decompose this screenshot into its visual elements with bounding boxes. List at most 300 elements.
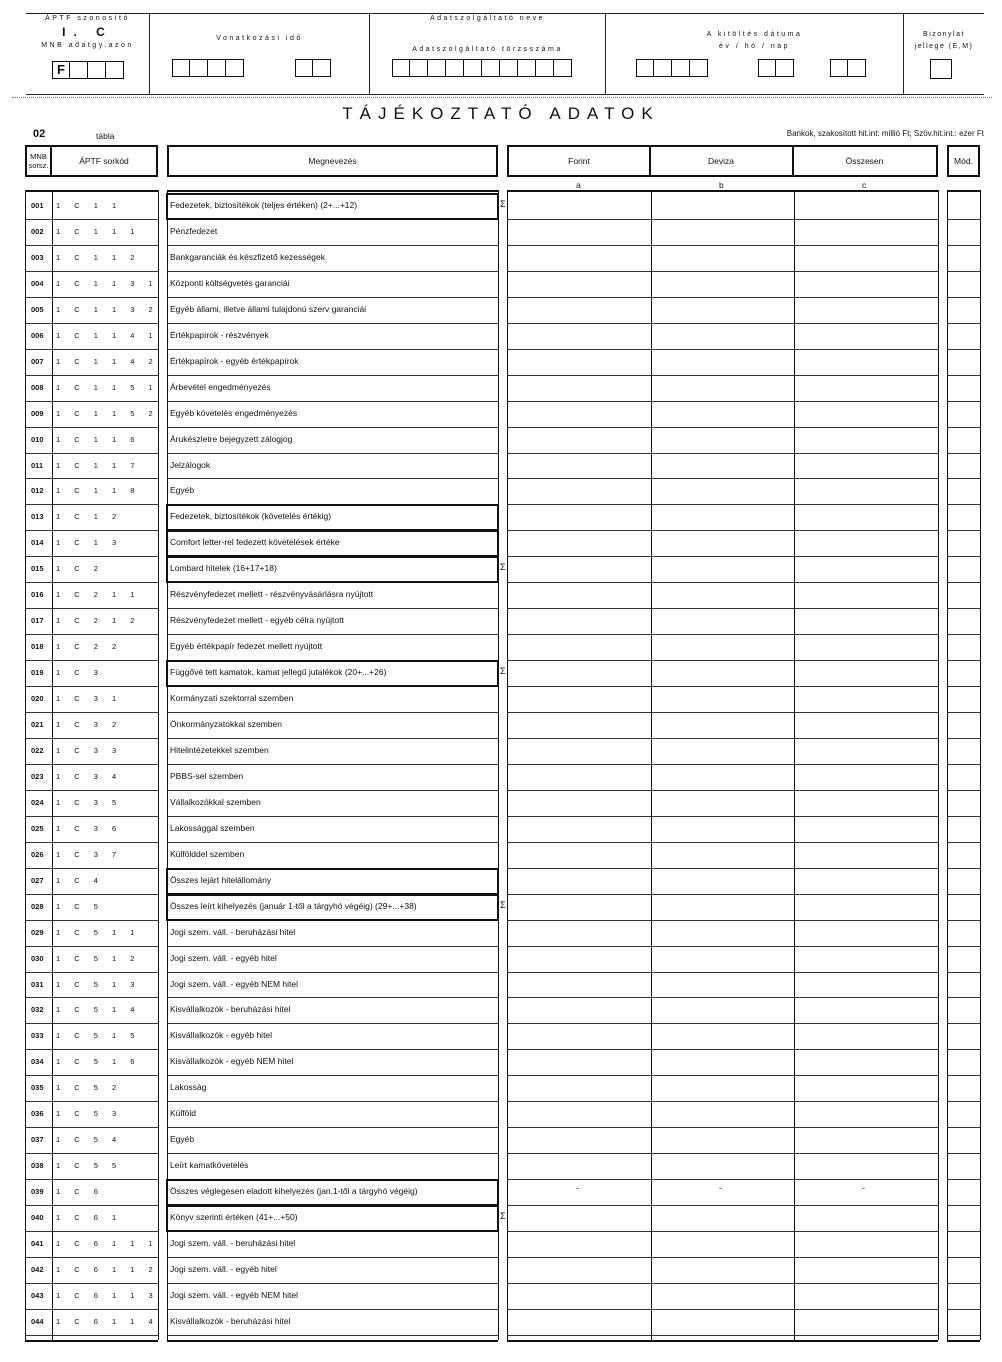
table-row-line bbox=[25, 1309, 158, 1310]
row-number: 040 bbox=[31, 1213, 44, 1223]
row-code: 1 C 2 1 1 bbox=[56, 590, 141, 600]
mod-cell[interactable] bbox=[948, 687, 979, 711]
mod-cell[interactable] bbox=[948, 272, 979, 296]
forint-cell[interactable] bbox=[508, 1154, 650, 1178]
mod-cell[interactable] bbox=[948, 1258, 979, 1282]
forint-cell[interactable] bbox=[508, 1050, 650, 1074]
row-label: Központi költségvetés garanciái bbox=[170, 277, 290, 288]
forint-cell[interactable] bbox=[508, 402, 650, 426]
mod-cell[interactable] bbox=[948, 1284, 979, 1308]
row-number: 003 bbox=[31, 252, 44, 262]
table-top-border bbox=[507, 190, 938, 192]
row-code: 1 C 6 1 1 2 bbox=[56, 1264, 159, 1274]
row-label: Fedezetek, biztosítékok (teljes értéken) (2+...+12) bbox=[170, 200, 358, 210]
provider-name-label: Adatszolgáltató neve bbox=[430, 15, 545, 22]
osszesen-cell[interactable] bbox=[795, 324, 937, 348]
table-row-line bbox=[25, 816, 158, 817]
deviza-cell[interactable] bbox=[652, 1102, 793, 1126]
table-vline-osszesen-right bbox=[938, 190, 939, 1340]
mod-cell[interactable] bbox=[948, 947, 979, 971]
row-number: 035 bbox=[31, 1083, 44, 1093]
table-row-line bbox=[25, 894, 158, 895]
forint-cell[interactable] bbox=[508, 843, 650, 867]
osszesen-cell[interactable] bbox=[795, 895, 937, 919]
table-vline-mod-right bbox=[980, 190, 981, 1340]
deviza-cell[interactable] bbox=[652, 531, 793, 555]
deviza-cell[interactable] bbox=[652, 1180, 793, 1204]
osszesen-cell[interactable] bbox=[795, 1310, 937, 1334]
osszesen-cell[interactable] bbox=[795, 609, 937, 633]
deviza-cell[interactable] bbox=[652, 1154, 793, 1178]
deviza-cell[interactable] bbox=[652, 505, 793, 529]
deviza-cell[interactable] bbox=[652, 194, 793, 218]
mod-cell[interactable] bbox=[948, 817, 979, 841]
mod-cell[interactable] bbox=[948, 895, 979, 919]
row-label: Kisvállalkozók - egyéb hitel bbox=[170, 1030, 273, 1041]
row-code: 1 C 2 bbox=[56, 564, 104, 574]
row-label: Részvényfedezet mellett - részvényvásárlásra nyújtott bbox=[170, 589, 374, 600]
table-row-line bbox=[167, 634, 498, 635]
mod-cell[interactable] bbox=[948, 921, 979, 945]
row-label: Kisvállalkozók - beruházási hitel bbox=[170, 1315, 291, 1326]
row-number: 008 bbox=[31, 382, 44, 392]
osszesen-cell[interactable] bbox=[795, 350, 937, 374]
forint-cell[interactable] bbox=[508, 1232, 650, 1256]
row-number: 043 bbox=[31, 1290, 44, 1300]
osszesen-cell[interactable] bbox=[795, 1154, 937, 1178]
deviza-cell[interactable] bbox=[652, 869, 793, 893]
osszesen-cell[interactable] bbox=[795, 713, 937, 737]
osszesen-cell[interactable] bbox=[795, 428, 937, 452]
forint-cell[interactable] bbox=[508, 1258, 650, 1282]
row-sigma: Σ bbox=[500, 199, 506, 209]
forint-cell[interactable] bbox=[508, 505, 650, 529]
row-label: Hitelintézetekkel szemben bbox=[170, 744, 269, 755]
table-row-line bbox=[25, 842, 158, 843]
deviza-cell[interactable] bbox=[652, 298, 793, 322]
table-row-line bbox=[167, 1283, 498, 1284]
osszesen-cell[interactable] bbox=[795, 869, 937, 893]
osszesen-cell[interactable] bbox=[795, 557, 937, 581]
deviza-cell[interactable] bbox=[652, 454, 793, 478]
osszesen-cell[interactable] bbox=[795, 791, 937, 815]
forint-cell[interactable] bbox=[508, 454, 650, 478]
row-label: Összes lejárt hitelállomány bbox=[170, 874, 272, 885]
row-label: Önkormányzatokkal szemben bbox=[170, 719, 282, 729]
deviza-cell[interactable] bbox=[652, 661, 793, 685]
mod-cell[interactable] bbox=[948, 843, 979, 867]
table-row-line bbox=[167, 946, 498, 947]
row-code: 1 C 3 6 bbox=[56, 823, 123, 833]
mod-cell[interactable] bbox=[948, 1310, 979, 1334]
table-row-line bbox=[25, 271, 158, 272]
osszesen-cell[interactable] bbox=[795, 479, 937, 503]
mod-cell[interactable] bbox=[948, 973, 979, 997]
mod-cell[interactable] bbox=[948, 1128, 979, 1152]
osszesen-cell[interactable] bbox=[795, 973, 937, 997]
forint-cell[interactable] bbox=[508, 1310, 650, 1334]
mod-cell[interactable] bbox=[948, 324, 979, 348]
osszesen-cell[interactable] bbox=[795, 272, 937, 296]
deviza-cell[interactable] bbox=[652, 765, 793, 789]
row-number: 038 bbox=[31, 1161, 44, 1171]
forint-cell[interactable] bbox=[508, 739, 650, 763]
forint-cell[interactable] bbox=[508, 428, 650, 452]
deviza-cell[interactable] bbox=[652, 921, 793, 945]
osszesen-cell[interactable] bbox=[795, 1024, 937, 1048]
forint-cell[interactable] bbox=[508, 194, 650, 218]
row-number: 028 bbox=[31, 901, 44, 911]
row-label: Bankgaranciák és készfizető kezességek bbox=[170, 251, 325, 262]
table-row-line bbox=[25, 401, 158, 402]
table-row-line bbox=[167, 1023, 498, 1024]
mod-cell[interactable] bbox=[948, 454, 979, 478]
row-label: Jogi szem. váll. - egyéb hitel bbox=[170, 952, 277, 963]
deviza-cell[interactable] bbox=[652, 1310, 793, 1334]
row-code: 1 C 1 3 bbox=[56, 538, 123, 548]
forint-cell[interactable] bbox=[508, 998, 650, 1022]
deviza-cell[interactable] bbox=[652, 246, 793, 270]
osszesen-cell[interactable] bbox=[795, 1050, 937, 1074]
row-number: 017 bbox=[31, 616, 44, 626]
table-row-line bbox=[167, 245, 498, 246]
osszesen-cell[interactable] bbox=[795, 298, 937, 322]
deviza-cell[interactable] bbox=[652, 1232, 793, 1256]
forint-cell[interactable] bbox=[508, 1180, 650, 1204]
row-code: 1 C 3 bbox=[56, 668, 104, 678]
deviza-cell[interactable] bbox=[652, 791, 793, 815]
mod-cell[interactable] bbox=[948, 713, 979, 737]
mod-cell[interactable] bbox=[948, 661, 979, 685]
table-row-line bbox=[167, 997, 498, 998]
osszesen-cell[interactable] bbox=[795, 921, 937, 945]
row-label: Egyéb értékpapír fedezet mellett nyújtott bbox=[170, 641, 323, 652]
table-row-line bbox=[25, 868, 158, 869]
osszesen-cell[interactable] bbox=[795, 1102, 937, 1126]
osszesen-cell[interactable] bbox=[795, 1258, 937, 1282]
row-label: Comfort letter-rel fedezett követelések értéke bbox=[170, 537, 340, 548]
table-row-line bbox=[25, 634, 158, 635]
mod-cell[interactable] bbox=[948, 376, 979, 400]
deviza-cell[interactable] bbox=[652, 817, 793, 841]
deviza-cell[interactable] bbox=[652, 402, 793, 426]
forint-cell[interactable] bbox=[508, 246, 650, 270]
row-label: Lombard hitelek (16+17+18) bbox=[170, 563, 277, 574]
table-row-line bbox=[25, 1127, 158, 1128]
table-row-line bbox=[167, 1101, 498, 1102]
osszesen-cell[interactable] bbox=[795, 661, 937, 685]
deviza-cell[interactable] bbox=[652, 479, 793, 503]
col-head-name: Megnevezés bbox=[167, 145, 498, 177]
fill-date-label: A kitöltés dátuma bbox=[706, 31, 803, 38]
row-code: 1 C 1 1 2 bbox=[56, 252, 141, 262]
row-number: 004 bbox=[31, 278, 44, 288]
forint-cell[interactable] bbox=[508, 921, 650, 945]
forint-cell[interactable] bbox=[508, 531, 650, 555]
deviza-cell[interactable] bbox=[652, 609, 793, 633]
deviza-cell[interactable] bbox=[652, 324, 793, 348]
col-letter-c: c bbox=[862, 180, 867, 190]
mod-cell[interactable] bbox=[948, 739, 979, 763]
deviza-cell[interactable] bbox=[652, 557, 793, 581]
table-bottom-border bbox=[25, 1340, 158, 1342]
table-row-line bbox=[167, 1127, 498, 1128]
mod-cell[interactable] bbox=[948, 998, 979, 1022]
deviza-cell[interactable] bbox=[652, 947, 793, 971]
deviza-cell[interactable] bbox=[652, 1284, 793, 1308]
forint-cell[interactable] bbox=[508, 895, 650, 919]
deviza-cell[interactable] bbox=[652, 713, 793, 737]
row-code: 1 C 5 3 bbox=[56, 1109, 123, 1119]
table-row-line bbox=[167, 1335, 498, 1336]
table-row-line bbox=[25, 504, 158, 505]
row-label: Egyéb bbox=[170, 485, 195, 496]
osszesen-cell[interactable] bbox=[795, 1284, 937, 1308]
col-head-forint: Forint bbox=[507, 145, 651, 177]
mod-cell[interactable] bbox=[948, 505, 979, 529]
osszesen-cell[interactable] bbox=[795, 402, 937, 426]
forint-cell[interactable] bbox=[508, 324, 650, 348]
table-row-line bbox=[25, 323, 158, 324]
row-label: Árbevétel engedményezés bbox=[170, 381, 271, 392]
deviza-cell[interactable] bbox=[652, 583, 793, 607]
osszesen-cell[interactable] bbox=[795, 376, 937, 400]
row-code: 1 C 6 1 bbox=[56, 1213, 123, 1223]
mod-cell[interactable] bbox=[948, 220, 979, 244]
table-row-line bbox=[25, 997, 158, 998]
table-number: 02 bbox=[33, 128, 46, 140]
table-row-line bbox=[25, 1153, 158, 1154]
table-row-line bbox=[25, 453, 158, 454]
row-number: 013 bbox=[31, 512, 44, 522]
deviza-cell[interactable] bbox=[652, 350, 793, 374]
forint-cell[interactable] bbox=[508, 220, 650, 244]
table-row-line bbox=[25, 1205, 158, 1206]
osszesen-cell[interactable] bbox=[795, 531, 937, 555]
mod-cell[interactable] bbox=[948, 583, 979, 607]
forint-cell[interactable] bbox=[508, 765, 650, 789]
forint-cell[interactable] bbox=[508, 557, 650, 581]
mod-cell[interactable] bbox=[948, 1050, 979, 1074]
forint-cell[interactable] bbox=[508, 791, 650, 815]
fill-date-sub: év / hó / nap bbox=[718, 43, 791, 50]
mnb-box-1[interactable]: F bbox=[52, 61, 70, 79]
forint-cell[interactable] bbox=[508, 609, 650, 633]
row-label: Kisvállalkozók - egyéb NEM hitel bbox=[170, 1056, 294, 1067]
forint-cell[interactable] bbox=[508, 1102, 650, 1126]
table-row-line bbox=[25, 1231, 158, 1232]
forint-cell[interactable] bbox=[508, 947, 650, 971]
row-label: Összes leírt kihelyezés (január 1-től a tárgyhó végéig) (29+...+38) bbox=[170, 900, 417, 911]
osszesen-cell[interactable] bbox=[795, 1180, 937, 1204]
row-code: 1 C 2 1 2 bbox=[56, 616, 141, 626]
table-row-line bbox=[25, 582, 158, 583]
row-code: 1 C 1 2 bbox=[56, 512, 123, 522]
row-number: 007 bbox=[31, 356, 44, 366]
forint-cell[interactable] bbox=[508, 713, 650, 737]
table-row-line bbox=[25, 972, 158, 973]
mod-cell[interactable] bbox=[948, 1206, 979, 1230]
mod-cell[interactable] bbox=[948, 1180, 979, 1204]
table-row-line bbox=[25, 1335, 158, 1336]
forint-cell[interactable] bbox=[508, 661, 650, 685]
osszesen-cell[interactable] bbox=[795, 765, 937, 789]
table-row-line bbox=[25, 556, 158, 557]
row-label: Egyéb követelés engedményezés bbox=[170, 407, 298, 418]
osszesen-cell[interactable] bbox=[795, 817, 937, 841]
forint-cell[interactable] bbox=[508, 298, 650, 322]
row-code: 1 C 1 1 7 bbox=[56, 460, 141, 470]
row-code: 1 C 1 1 bbox=[56, 201, 123, 210]
forint-cell[interactable] bbox=[508, 272, 650, 296]
row-code: 1 C 1 1 4 2 bbox=[56, 356, 159, 366]
forint-cell[interactable] bbox=[508, 1284, 650, 1308]
row-number: 016 bbox=[31, 590, 44, 600]
row-code: 1 C 1 1 8 bbox=[56, 486, 141, 496]
row-label: Értékpapírok - részvények bbox=[170, 329, 269, 340]
forint-cell[interactable] bbox=[508, 687, 650, 711]
deviza-cell[interactable] bbox=[652, 1076, 793, 1100]
deviza-cell[interactable] bbox=[652, 1258, 793, 1282]
forint-cell[interactable] bbox=[508, 817, 650, 841]
row-label: Jogi szem. váll. - egyéb NEM hitel bbox=[170, 1289, 299, 1300]
mod-cell[interactable] bbox=[948, 428, 979, 452]
deviza-cell[interactable] bbox=[652, 973, 793, 997]
forint-cell[interactable] bbox=[508, 973, 650, 997]
col-letter-b: b bbox=[719, 180, 724, 190]
row-label: Összes véglegesen eladott kihelyezés (jan.1-től a tárgyhó végéig) bbox=[170, 1186, 418, 1197]
osszesen-cell[interactable] bbox=[795, 505, 937, 529]
mod-cell[interactable] bbox=[948, 1024, 979, 1048]
mod-cell[interactable] bbox=[948, 194, 979, 218]
osszesen-cell[interactable] bbox=[795, 843, 937, 867]
mod-cell[interactable] bbox=[948, 246, 979, 270]
row-code: 1 C 5 1 4 bbox=[56, 1005, 141, 1015]
deviza-cell[interactable] bbox=[652, 998, 793, 1022]
mod-cell[interactable] bbox=[948, 635, 979, 659]
deviza-cell[interactable] bbox=[652, 1128, 793, 1152]
aptf-value: I. C bbox=[62, 25, 113, 39]
table-row-line bbox=[167, 453, 498, 454]
units-note: Bankok, szakosított hit.int: millió Ft; Szöv.hit.int.: ezer Ft bbox=[786, 129, 984, 138]
deviza-cell[interactable] bbox=[652, 1206, 793, 1230]
table-row-line bbox=[167, 972, 498, 973]
forint-cell[interactable] bbox=[508, 479, 650, 503]
deviza-cell[interactable] bbox=[652, 1050, 793, 1074]
deviza-cell[interactable] bbox=[652, 272, 793, 296]
table-row-line bbox=[167, 816, 498, 817]
row-number: 001 bbox=[31, 201, 44, 210]
mod-cell[interactable] bbox=[948, 1232, 979, 1256]
forint-cell[interactable] bbox=[508, 376, 650, 400]
osszesen-cell[interactable] bbox=[795, 687, 937, 711]
table-row-line bbox=[167, 712, 498, 713]
deviza-cell[interactable] bbox=[652, 895, 793, 919]
forint-cell[interactable] bbox=[508, 583, 650, 607]
deviza-cell[interactable] bbox=[652, 428, 793, 452]
row-label: Jelzálogok bbox=[170, 459, 211, 470]
osszesen-cell[interactable] bbox=[795, 1076, 937, 1100]
osszesen-cell[interactable] bbox=[795, 998, 937, 1022]
row-number: 002 bbox=[31, 226, 44, 236]
osszesen-cell[interactable] bbox=[795, 454, 937, 478]
period-label: Vonatkozási idő bbox=[216, 35, 303, 42]
row-number: 022 bbox=[31, 745, 44, 755]
forint-cell[interactable] bbox=[508, 635, 650, 659]
deviza-cell[interactable] bbox=[652, 635, 793, 659]
deviza-cell[interactable] bbox=[652, 843, 793, 867]
row-label: Könyv szerinti értéken (41+...+50) bbox=[170, 1212, 298, 1223]
row-number: 041 bbox=[31, 1239, 44, 1248]
mod-cell[interactable] bbox=[948, 479, 979, 503]
mod-cell[interactable] bbox=[948, 350, 979, 374]
row-label: Külföld bbox=[170, 1108, 196, 1119]
row-code: 1 C 4 bbox=[56, 875, 104, 885]
mod-cell[interactable] bbox=[948, 765, 979, 789]
mod-cell[interactable] bbox=[948, 609, 979, 633]
table-row-line bbox=[25, 1101, 158, 1102]
table-row-line bbox=[25, 764, 158, 765]
row-code: 1 C 5 4 bbox=[56, 1135, 123, 1145]
osszesen-cell[interactable] bbox=[795, 583, 937, 607]
osszesen-cell[interactable] bbox=[795, 246, 937, 270]
forint-cell[interactable] bbox=[508, 1206, 650, 1230]
osszesen-cell[interactable] bbox=[795, 947, 937, 971]
row-number: 005 bbox=[31, 304, 44, 314]
mod-cell[interactable] bbox=[948, 791, 979, 815]
row-label: Árukészletre bejegyzett zálogjog bbox=[170, 433, 293, 444]
mod-cell[interactable] bbox=[948, 531, 979, 555]
osszesen-cell[interactable] bbox=[795, 1206, 937, 1230]
row-code: 1 C 6 1 1 3 bbox=[56, 1290, 159, 1300]
table-row-line bbox=[25, 530, 158, 531]
row-number: 032 bbox=[31, 1005, 44, 1015]
deviza-cell[interactable] bbox=[652, 220, 793, 244]
deviza-cell[interactable] bbox=[652, 739, 793, 763]
table-row-line bbox=[25, 1023, 158, 1024]
osszesen-cell[interactable] bbox=[795, 220, 937, 244]
row-number: 025 bbox=[31, 823, 44, 833]
row-number: 026 bbox=[31, 849, 44, 859]
mod-cell[interactable] bbox=[948, 1076, 979, 1100]
forint-cell[interactable] bbox=[508, 350, 650, 374]
osszesen-cell[interactable] bbox=[795, 635, 937, 659]
osszesen-cell[interactable] bbox=[795, 194, 937, 218]
forint-cell[interactable] bbox=[508, 1076, 650, 1100]
table-vline-mnb-left bbox=[25, 190, 26, 1340]
osszesen-cell[interactable] bbox=[795, 739, 937, 763]
table-row-line bbox=[25, 608, 158, 609]
deviza-cell[interactable] bbox=[652, 1024, 793, 1048]
table-row-line bbox=[25, 245, 158, 246]
mod-cell[interactable] bbox=[948, 1102, 979, 1126]
mod-cell[interactable] bbox=[948, 1154, 979, 1178]
osszesen-cell[interactable] bbox=[795, 1232, 937, 1256]
mod-cell[interactable] bbox=[948, 869, 979, 893]
table-row-line bbox=[167, 1153, 498, 1154]
row-code: 1 C 5 5 bbox=[56, 1161, 123, 1171]
col-head-mod: Mód. bbox=[947, 145, 980, 177]
mod-cell[interactable] bbox=[948, 298, 979, 322]
mod-cell[interactable] bbox=[948, 402, 979, 426]
forint-cell[interactable] bbox=[508, 1128, 650, 1152]
deviza-cell[interactable] bbox=[652, 376, 793, 400]
deviza-cell[interactable] bbox=[652, 687, 793, 711]
osszesen-cell[interactable] bbox=[795, 1128, 937, 1152]
forint-cell[interactable] bbox=[508, 869, 650, 893]
forint-cell[interactable] bbox=[508, 1024, 650, 1048]
mod-cell[interactable] bbox=[948, 557, 979, 581]
